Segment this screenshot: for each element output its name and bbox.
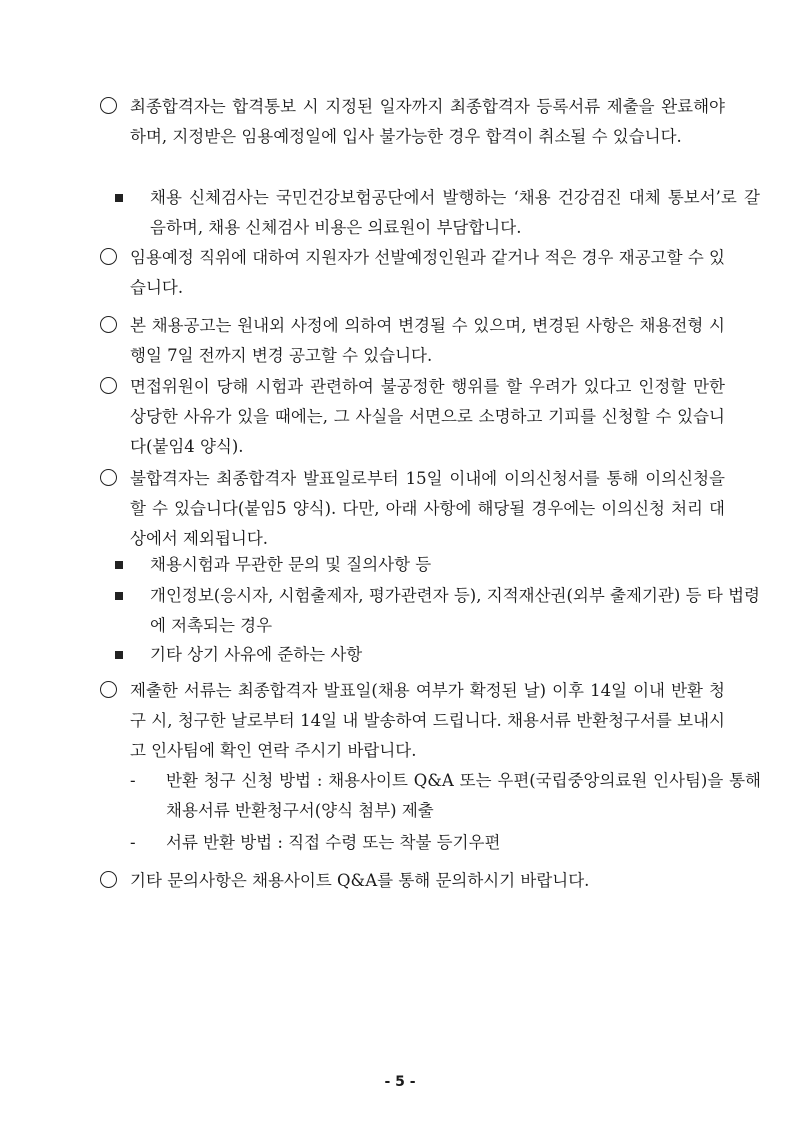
square-bullet-icon — [115, 592, 123, 600]
sub-item-text: 서류 반환 방법 : 직접 수령 또는 착불 등기우편 — [166, 833, 501, 852]
square-bullet-icon — [115, 561, 123, 569]
circle-bullet-icon — [100, 97, 117, 114]
notice-item-final-pass — [100, 92, 725, 152]
circle-bullet-icon — [100, 469, 117, 486]
item-text: 최종합격자는 합격통보 시 지정된 일자까지 최종합격자 등록서류 제출을 완료해야하며, 지정받은 임용예정일에 입사 불가능한 경우 합격이 취소될 수 있습니다. — [130, 97, 725, 146]
circle-bullet-icon — [100, 377, 117, 394]
sub-item-return-request-method — [100, 766, 761, 826]
notice-item-re-announcement — [100, 243, 725, 303]
item-text: 임용예정 직위에 대하여 지원자가 선발예정인원과 같거나 적은 경우 재공고할 수 있습니다. — [130, 248, 725, 297]
square-bullet-icon — [115, 194, 123, 202]
sub-item-text: 채용 신체검사는 국민건강보험공단에서 발행하는 ‘채용 건강검진 대체 통보서’로 갈음하며, 채용 신체검사 비용은 의료원이 부담합니다. — [150, 188, 760, 237]
circle-bullet-icon — [100, 248, 117, 265]
circle-bullet-icon — [100, 681, 117, 698]
item-text: 불합격자는 최종합격자 발표일로부터 15일 이내에 이의신청서를 통해 이의신청을 할 수 있습니다(붙임5 양식). 다만, 아래 사항에 해당될 경우에는 이의신청 처리 대상에서 제외됩니다. — [130, 469, 725, 548]
sub-item-text: 기타 상기 사유에 준하는 사항 — [150, 645, 363, 664]
circle-bullet-icon — [100, 316, 117, 333]
sub-item-text: 개인정보(응시자, 시험출제자, 평가관련자 등), 지적재산권(외부 출제기관) 등 타 법령에 저촉되는 경우 — [150, 586, 760, 635]
sub-item-other — [100, 640, 725, 670]
notice-item-interviewer-avoidance — [100, 372, 725, 462]
notice-item-objection — [100, 464, 725, 554]
sub-item-text: 채용시험과 무관한 문의 및 질의사항 등 — [150, 555, 432, 574]
sub-item-unrelated-inquiry — [100, 550, 725, 580]
square-bullet-icon — [115, 651, 123, 659]
notice-item-document-return — [100, 676, 725, 766]
notice-item-other-inquiries — [100, 866, 725, 896]
item-text: 제출한 서류는 최종합격자 발표일(채용 여부가 확정된 날) 이후 14일 이내 반환 청구 시, 청구한 날로부터 14일 내 발송하여 드립니다. 채용서류 반환청구서를 보내시고 인사팀에 확인 연락 주시기 바랍니다. — [130, 681, 725, 760]
page-number: - 5 - — [384, 1074, 416, 1090]
dash-bullet: - — [130, 833, 136, 852]
item-text: 본 채용공고는 원내외 사정에 의하여 변경될 수 있으며, 변경된 사항은 채용전형 시행일 7일 전까지 변경 공고할 수 있습니다. — [130, 316, 725, 365]
sub-item-text: 반환 청구 신청 방법 : 채용사이트 Q&A 또는 우편(국립중앙의료원 인사팀)을 통해 채용서류 반환청구서(양식 첨부) 제출 — [166, 771, 761, 820]
item-text: 기타 문의사항은 채용사이트 Q&A를 통해 문의하시기 바랍니다. — [130, 871, 590, 890]
sub-item-health-check — [100, 183, 760, 243]
dash-bullet: - — [130, 771, 136, 790]
item-text: 면접위원이 당해 시험과 관련하여 불공정한 행위를 할 우려가 있다고 인정할 만한 상당한 사유가 있을 때에는, 그 사실을 서면으로 소명하고 기피를 신청할 수 있습니다(붙임4 양식). — [130, 377, 725, 456]
notice-item-change — [100, 311, 725, 371]
sub-item-personal-info — [100, 581, 760, 641]
sub-item-return-method — [100, 828, 725, 858]
circle-bullet-icon — [100, 871, 117, 888]
